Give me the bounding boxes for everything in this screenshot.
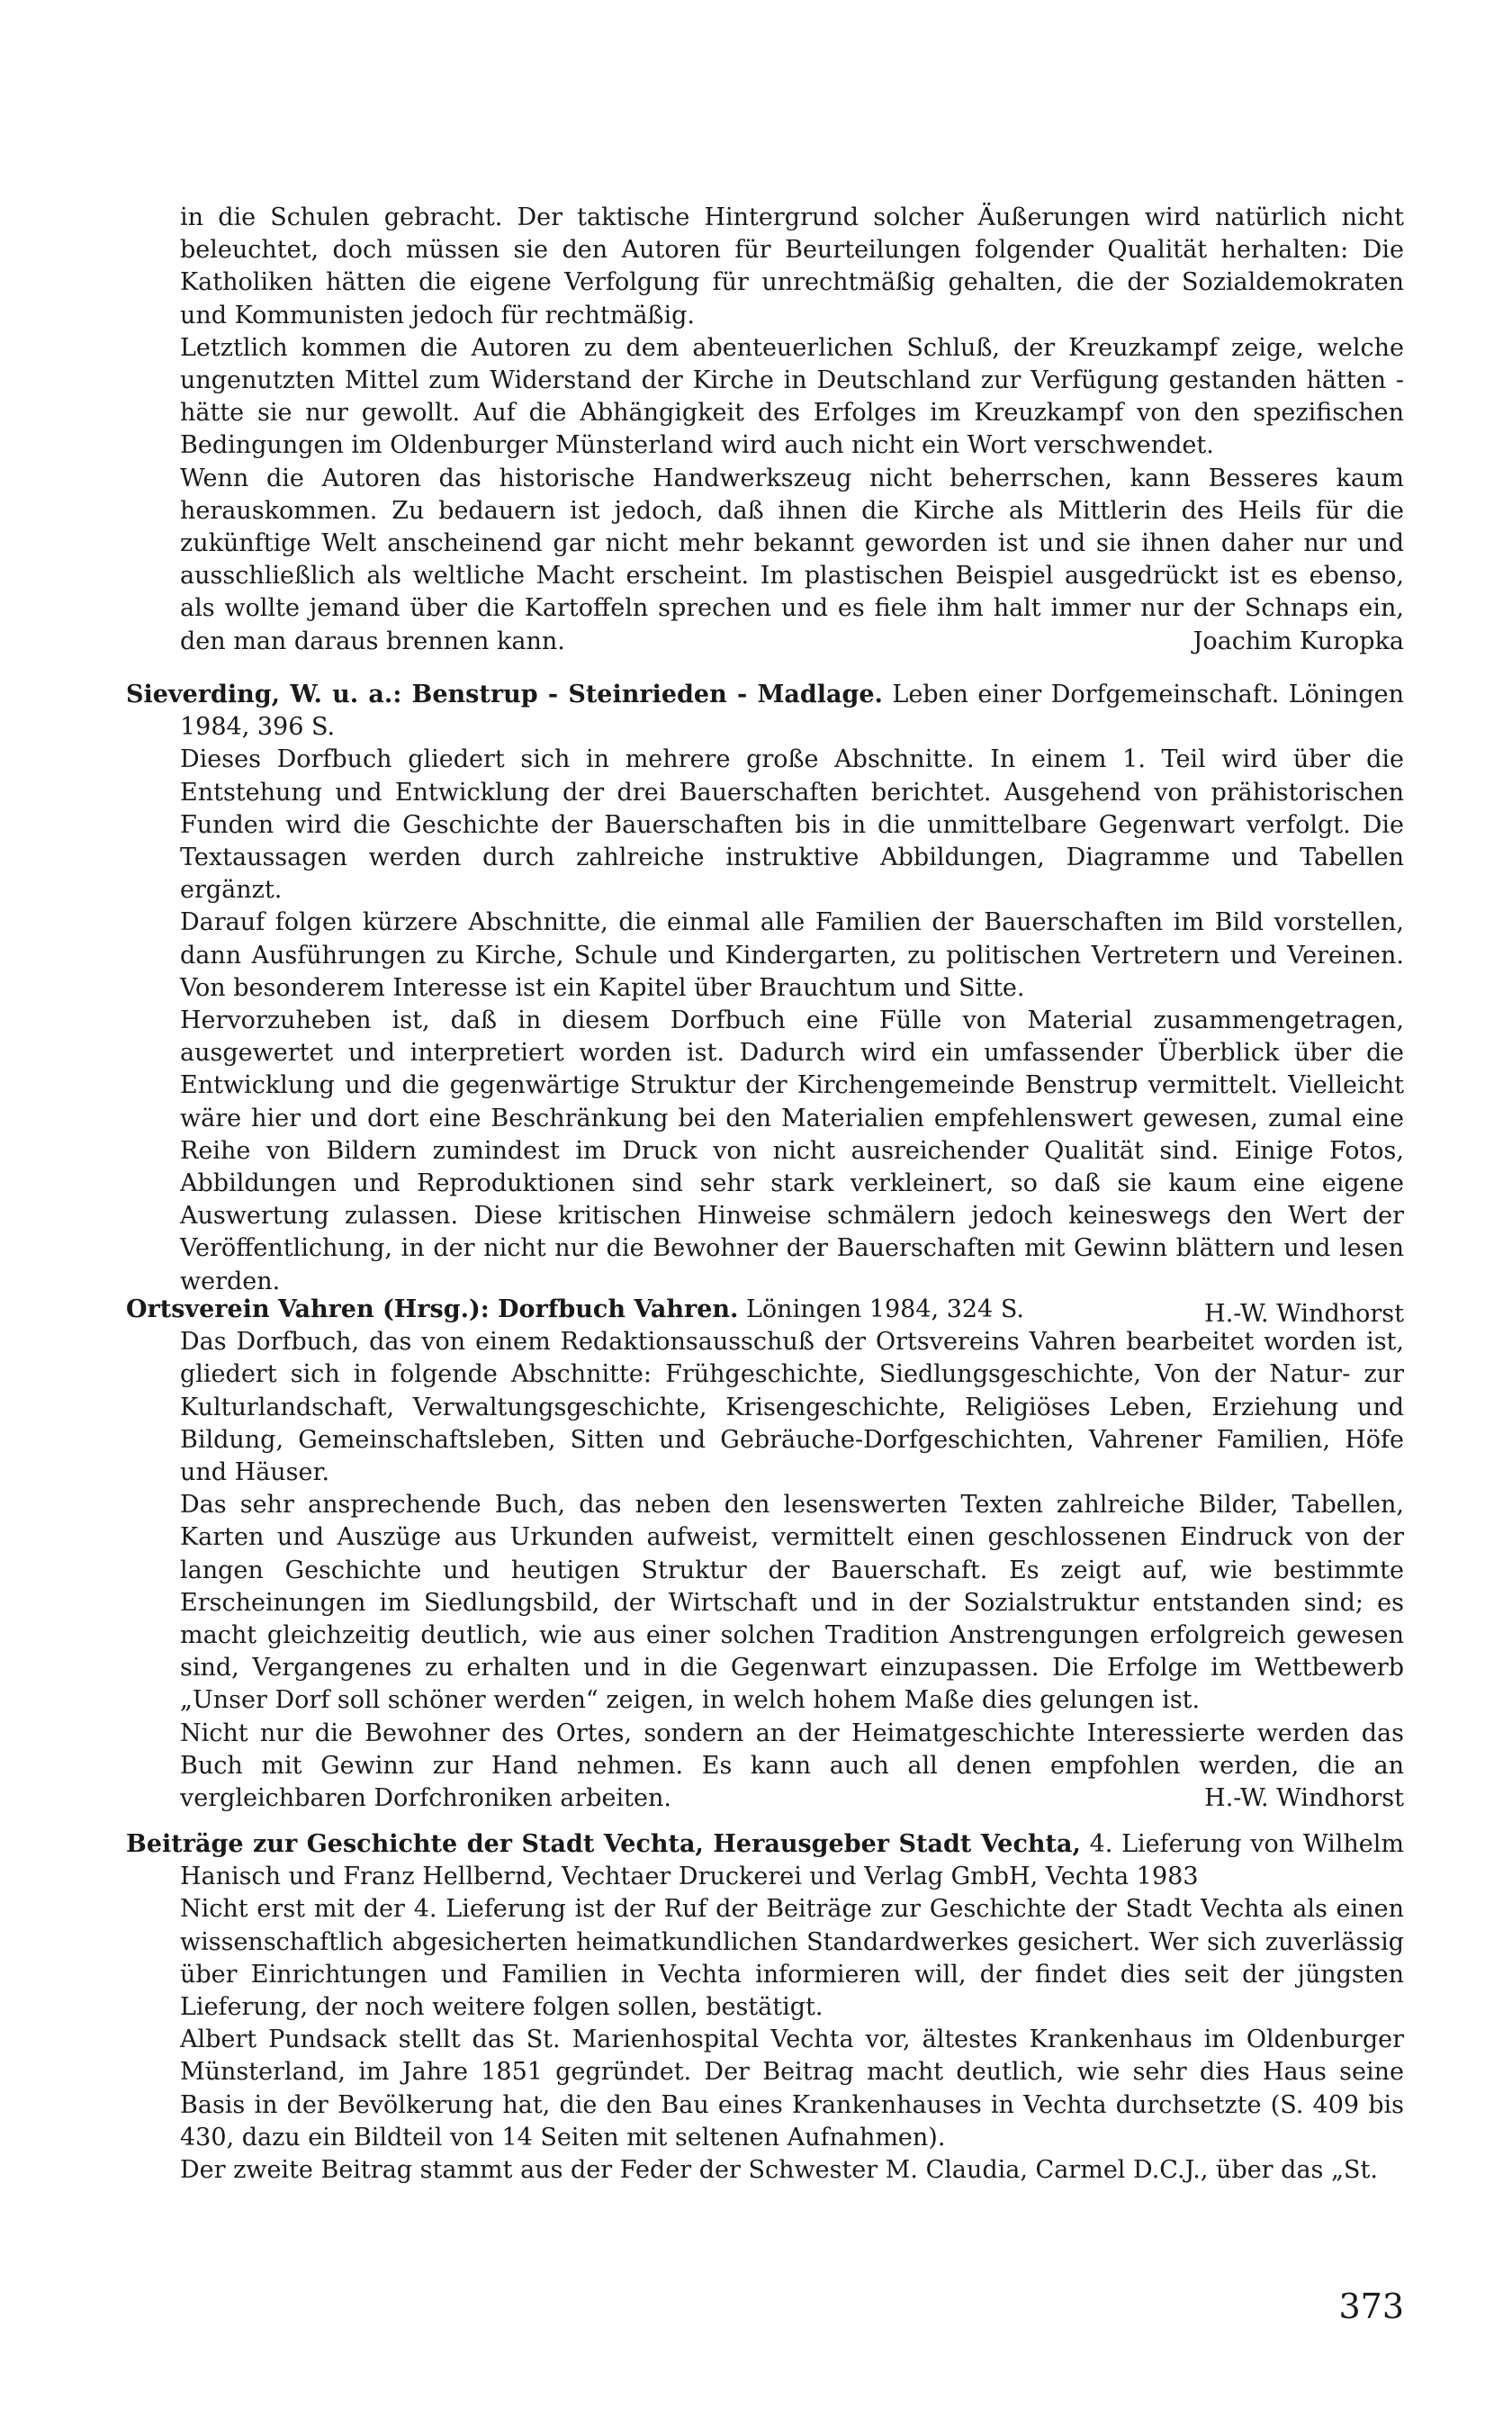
entry-paragraph-2: Albert Pundsack stellt das St. Marienhospital Vechta vor, ältestes Krankenhaus im Oldenburger Münsterland, im Jahre 1851 gegründet. Der Beitrag macht deutlich, wie sehr dies Haus seine Basis in der Bevölkerung hat, die den Bau eines Krankenhauses in Vechta durchsetzte (S. 409 bis 430, dazu ein Bildteil von 14 Seiten mit seltenen Aufnahmen). — [180, 2026, 1404, 2152]
intro-signature: Joachim Kuropka — [1192, 627, 1404, 655]
entry-title: Ortsverein Vahren (Hrsg.): Dorfbuch Vahren. — [126, 1295, 739, 1323]
review-entry-vahren — [126, 1294, 1404, 1815]
entry-signature: H.-W. Windhorst — [1204, 1299, 1404, 1328]
intro-paragraph-1: in die Schulen gebracht. Der taktische Hintergrund solcher Äußerungen wird natürlich nicht beleuchtet, doch müssen sie den Autoren für Beurteilungen folgender Qualität herhalten: Die Katholiken hätten die eigene Verfolgung für unrechtmäßig gehalten, die der Sozialdemokraten und Kommunisten jedoch für rechtmäßig. — [180, 203, 1404, 329]
intro-paragraph-2: Letztlich kommen die Autoren zu dem abenteuerlichen Schluß, der Kreuzkampf zeige, welche ungenutzten Mittel zum Widerstand der Kirche in Deutschland zur Verfügung gestanden hätten - hätte sie nur gewollt. Auf die Abhängigkeit des Erfolges im Kreuzkampf von den spezifischen Bedingungen im Oldenburger Münsterland wird auch nicht ein Wort verschwendet. — [180, 333, 1404, 460]
entry-paragraph-1: Nicht erst mit der 4. Lieferung ist der Ruf der Beiträge zur Geschichte der Stadt Vechta als einen wissenschaftlich abgesicherten heimatkundlichen Standardwerkes gesichert. Wer sich zuverlässig über Einrichtungen und Familien in Vechta informieren will, der findet dies seit der jüngsten Lieferung, der noch weitere folgen sollen, bestätigt. — [180, 1895, 1404, 2022]
entry-paragraph-1: Dieses Dorfbuch gliedert sich in mehrere große Abschnitte. In einem 1. Teil wird über die Entstehung und Entwicklung der drei Bauerschaften berichtet. Ausgehend von prähistorischen Funden wird die Geschichte der Bauerschaften bis in die unmittelbare Gegenwart verfolgt. Die Textaussagen werden durch zahlreiche instruktive Abbildungen, Diagramme und Tabellen ergänzt. — [180, 745, 1404, 905]
entry-bibliographic-info: 4. Lieferung von Wilhelm Hanisch und Franz Hellbernd, Vechtaer Druckerei und Verlag GmbH, Vechta 1983 — [180, 1830, 1404, 1891]
entry-bibliographic-info: Löningen 1984, 324 S. — [738, 1295, 1024, 1323]
page-number: 373 — [1338, 2287, 1404, 2326]
entry-paragraph-3: Nicht nur die Bewohner des Ortes, sondern an der Heimatgeschichte Interessierte werden das Buch mit Gewinn zur Hand nehmen. Es kann auch all denen empfohlen werden, die an vergleichbaren Dorfchroniken arbeiten. — [180, 1719, 1404, 1813]
entry-paragraph-2: Darauf folgen kürzere Abschnitte, die einmal alle Familien der Bauerschaften im Bild vorstellen, dann Ausführungen zu Kirche, Schule und Kindergarten, zu politischen Vertretern und Vereinen. Von besonderem Interesse ist ein Kapitel über Brauchtum und Sitte. — [180, 908, 1404, 1002]
entry-paragraph-3: Der zweite Beitrag stammt aus der Feder der Schwester M. Claudia, Carmel D.C.J., über das „St. — [180, 2156, 1378, 2185]
entry-paragraph-2: Das sehr ansprechende Buch, das neben den lesenswerten Texten zahlreiche Bilder, Tabellen, Karten und Auszüge aus Urkunden aufweist, vermittelt einen geschlossenen Eindruck von der langen Geschichte und heutigen Struktur der Bauerschaft. Es zeigt auf, wie bestimmte Erscheinungen im Siedlungsbild, der Wirtschaft und in der Sozialstruktur entstanden sind; es macht gleichzeitig deutlich, wie aus einer solchen Tradition Anstrengungen erfolgreich gewesen sind, Vergangenes zu erhalten und in die Gegenwart einzupassen. Die Erfolge im Wettbewerb „Unser Dorf soll schöner werden“ zeigen, in welch hohem Maße dies gelungen ist. — [180, 1491, 1404, 1715]
review-intro — [126, 202, 1404, 658]
entry-paragraph-3: Hervorzuheben ist, daß in diesem Dorfbuch eine Fülle von Material zusammengetragen, ausgewertet und interpretiert worden ist. Dadurch wird ein umfassender Überblick über die Entwicklung und die gegenwärtige Struktur der Kirchengemeinde Benstrup vermittelt. Vielleicht wäre hier und dort eine Beschränkung bei den Materialien empfehlenswert gewesen, zumal eine Reihe von Bildern zumindest im Druck von nicht ausreichender Qualität sind. Einige Fotos, Abbildungen und Reproduktionen sind sehr stark verkleinert, so daß sie kaum eine eigene Auswertung zulassen. Diese kritischen Hinweise schmälern jedoch keineswegs den Wert der Veröffentlichung, in der nicht nur die Bewohner der Bauerschaften mit Gewinn blättern und lesen werden. — [180, 1006, 1404, 1295]
entry-title: Beiträge zur Geschichte der Stadt Vechta, Herausgeber Stadt Vechta, — [126, 1830, 1081, 1858]
review-entry-sieverding — [126, 679, 1404, 1331]
entry-heading — [126, 1828, 1404, 1893]
entry-paragraph-1: Das Dorfbuch, das von einem Redaktionsausschuß der Ortsvereins Vahren bearbeitet worden ist, gliedert sich in folgende Abschnitte: Frühgeschichte, Siedlungsgeschichte, Von der Natur- zur Kulturlandschaft, Verwaltungsgeschichte, Krisengeschichte, Religiöses Leben, Erziehung und Bildung, Gemeinschaftsleben, Sitten und Gebräuche-Dorfgeschichten, Vahrener Familien, Höfe und Häuser. — [180, 1328, 1404, 1487]
entry-signature: H.-W. Windhorst — [1204, 1784, 1404, 1813]
intro-paragraph-3: Wenn die Autoren das historische Handwerkszeug nicht beherrschen, kann Besseres kaum herauskommen. Zu bedauern ist jedoch, daß ihnen die Kirche als Mittlerin des Heils für die zukünftige Welt anscheinend gar nicht mehr bekannt geworden ist und sie ihnen daher nur und ausschließlich als weltliche Macht erscheint. Im plastischen Beispiel ausgedrückt ist es ebenso, als wollte jemand über die Kartoffeln sprechen und es fiele ihm halt immer nur der Schnaps ein, den man daraus brennen kann. — [180, 464, 1404, 655]
entry-heading — [126, 679, 1404, 744]
entry-bibliographic-info: Leben einer Dorfgemeinschaft. Löningen 1984, 396 S. — [180, 681, 1404, 742]
entry-heading — [126, 1294, 1404, 1326]
entry-title: Sieverding, W. u. a.: Benstrup - Steinrieden - Madlage. — [126, 681, 883, 708]
review-entry-vechta — [126, 1828, 1404, 2187]
